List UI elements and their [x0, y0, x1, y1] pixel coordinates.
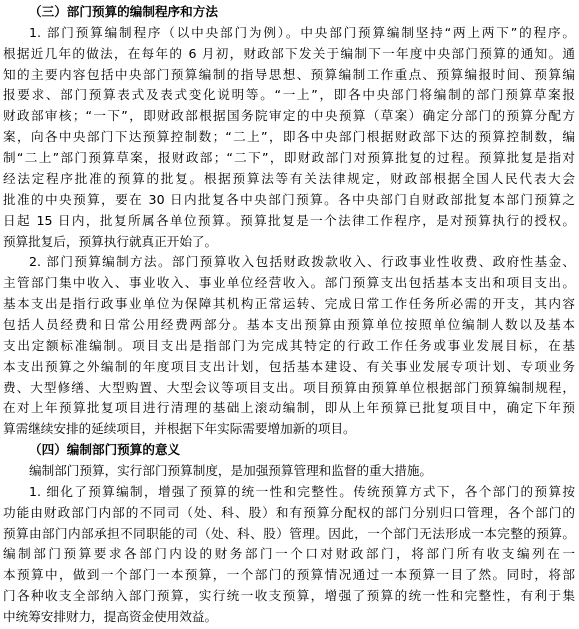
text-line: 预算批复后，预算执行就真正开始了。 [3, 233, 218, 249]
text-line: 报要求、部门预算表式及表式变化说明等。“一上”，即各中央部门将编制的部门预算草案报 [3, 87, 575, 103]
text-line: 中统筹安排财力，提高资金使用效益。 [3, 609, 218, 624]
text-line: 根据近几年的做法，在每年的 6 月初，财政部下发关于编制下一年度中央部门预算的通知。通 [3, 45, 575, 61]
text-line: 批准的中央预算，要在 30 日内批复各中央部门预算。各中央部门自财政部批复本部门预算之 [3, 191, 575, 207]
text-line: 1. 细化了预算编制，增强了预算的统一性和完整性。传统预算方式下，各个部门的预算按 [29, 483, 575, 499]
text-line: 知的主要内容包括中央部门预算编制的指导思想、预算编制工作重点、预算编报时间、预算编 [3, 66, 575, 82]
text-line: 主管部门集中收入、事业收入、事业单位经营收入。部门预算支出包括基本支出和项目支出。 [3, 275, 575, 291]
section-heading-three: （三）部门预算的编制程序和方法 [29, 4, 218, 19]
section-heading-four: （四）编制部门预算的意义 [29, 442, 181, 458]
text-line: 编制部门预算，实行部门预算制度，是加强预算管理和监督的重大措施。 [29, 463, 432, 478]
text-line: 1. 部门预算编制程序（以中央部门为例）。中央部门预算编制坚持“两上两下”的程序。 [29, 24, 575, 40]
text-line: 制“二上”部门预算草案，报财政部；“二下”，即财政部门对预算批复的过程。预算批复是指对 [3, 150, 575, 165]
text-line: 日起 15 日内，批复所属各单位预算。预算批复是一个法律工作程序，是对预算执行的授权。 [3, 212, 575, 228]
text-line: 财政部审核；“一下”，即财政部根据国务院审定的中央预算（草案）确定分部门的预算分配方 [3, 108, 575, 124]
text-line: 门各种收支全部纳入部门预算，实行统一收支预算，增强了预算的统一性和完整性，有利于集 [3, 588, 575, 604]
text-line: 案，向各中央部门下达预算控制数；“二上”，即各中央部门根据财政部下达的预算控制数，编 [3, 129, 575, 145]
text-line: 功能由财政部门内部的不同司（处、科、股）和有预算分配权的部门分别归口管理，各个部门的 [3, 504, 575, 520]
text-line: 包括人员经费和日常公用经费两部分。基本支出预算由预算单位按照单位编制人数以及基本 [3, 316, 575, 332]
text-line: 2. 部门预算编制方法。部门预算收入包括财政拨款收入、行政事业性收费、政府性基金、 [29, 254, 575, 270]
text-line: 经法定程序批准的预算的批复。根据预算法等有关法律规定，财政部根据全国人民代表大会 [3, 170, 575, 186]
text-line: 算需继续安排的延续项目，并根据下年实际需要增加新的项目。 [3, 421, 356, 437]
text-line: 本预算中，做到一个部门一本预算，一个部门的预算情况通过一本预算一目了然。同时，将部 [3, 567, 575, 583]
text-line: 编制部门预算要求各部门内设的财务部门一个口对财政部门，将部门所有收支编列在一 [3, 546, 575, 562]
text-line: 支出定额标准编制。项目支出是指部门为完成其特定的行政工作任务或事业发展目标，在基 [3, 337, 575, 353]
text-line: 在对上年预算批复项目进行清理的基础上滚动编制，即从上年预算已批复项目中，确定下年预 [3, 400, 575, 416]
text-line: 预算由部门内部承担不同职能的司（处、科、股）管理。因此，一个部门无法形成一本完整的预算。 [3, 525, 575, 541]
text-line: 本支出预算之外编制的年度项目支出计划，包括基本建设、有关事业发展专项计划、专项业务 [3, 358, 575, 374]
text-line: 基本支出是指行政事业单位为保障其机构正常运转、完成日常工作任务所必需的开支，其内容 [3, 296, 575, 312]
text-line: 费、大型修缮、大型购置、大型会议等项目支出。项目预算由预算单位根据部门预算编制规程， [3, 379, 575, 395]
